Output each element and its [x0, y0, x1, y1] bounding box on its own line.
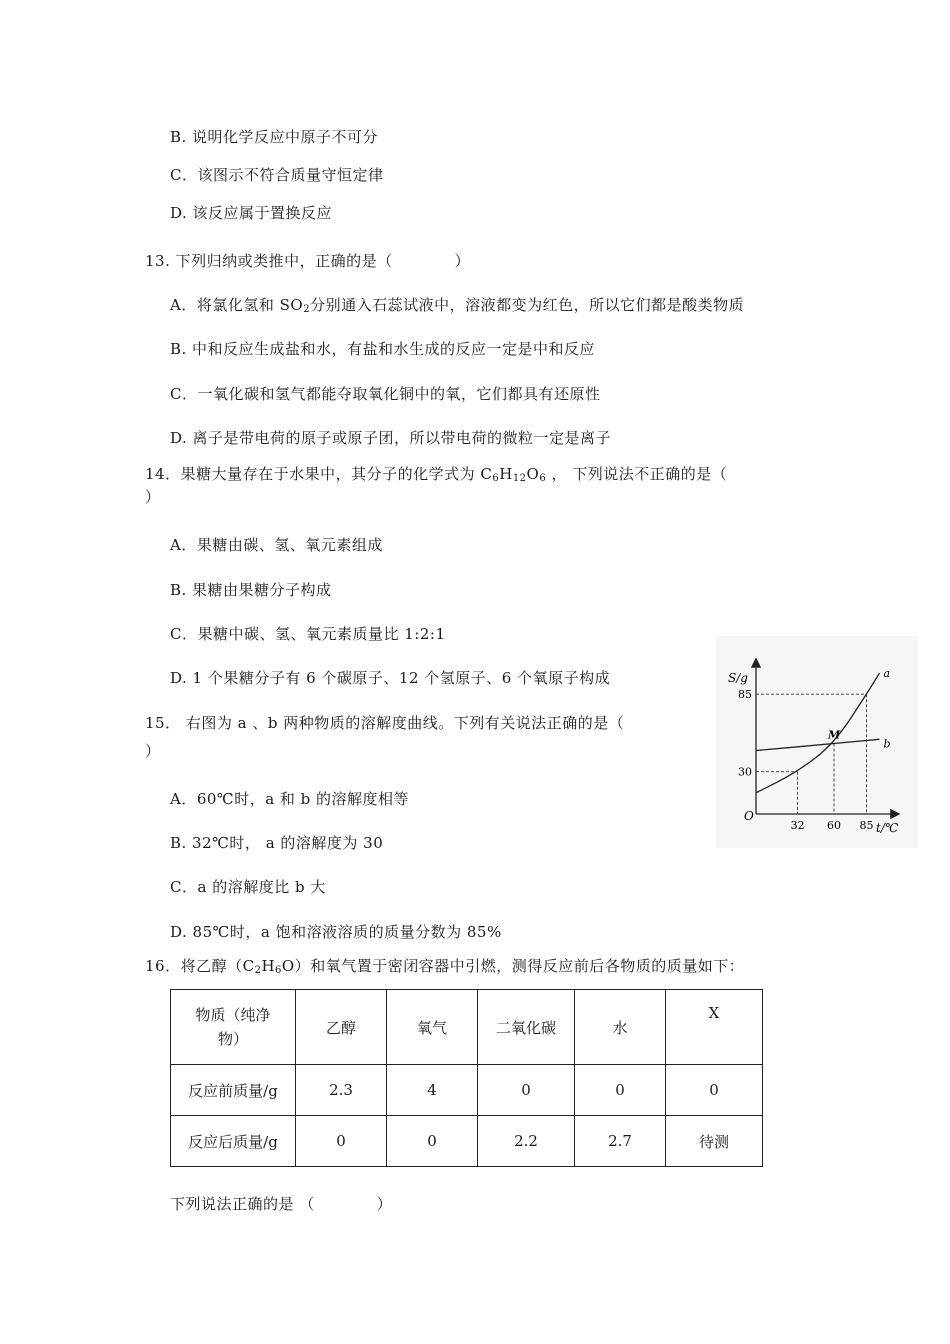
q13-option-a-sub: 2: [303, 304, 311, 315]
q14-stem-pre: 14．果糖大量存在于水果中，其分子的化学式为 C: [145, 465, 493, 483]
q14-stem: [145, 463, 727, 484]
solubility-chart-svg: [716, 636, 918, 848]
q16-sub-h: 6: [275, 965, 282, 976]
q16-follow: 下列说法正确的是 （ ）: [170, 1195, 393, 1213]
q16-sub-c: 2: [254, 965, 262, 976]
q12-option-d: D. 该反应属于置换反应: [170, 204, 333, 222]
q13-option-b: B. 中和反应生成盐和水，有盐和水生成的反应一定是中和反应: [170, 340, 596, 358]
intersection-label: M: [828, 728, 841, 742]
table-row: [171, 1065, 763, 1116]
q13-option-a-pre: A．将氯化氢和 SO: [170, 296, 304, 314]
x-axis-label: t/℃: [876, 821, 899, 835]
y-tick-label: 85: [738, 688, 752, 702]
table-cell: 0: [666, 1065, 763, 1116]
table-cell: 2.7: [575, 1116, 666, 1167]
q14-mid-h: H: [499, 465, 513, 483]
q12-option-b: B. 说明化学反应中原子不可分: [170, 128, 379, 146]
x-tick-label: 60: [827, 819, 841, 832]
q14-option-a: A．果糖由碳、氢、氧元素组成: [170, 536, 383, 554]
origin-label: O: [744, 809, 754, 823]
q14-sub-o: 6: [539, 473, 547, 484]
table-header-cell: 二氧化碳: [478, 990, 575, 1065]
q14-option-c: C．果糖中碳、氢、氧元素质量比 1:2:1: [170, 625, 446, 643]
table-cell: 2.3: [296, 1065, 387, 1116]
series-a-line: [756, 673, 880, 793]
table-header-cell: [171, 990, 296, 1065]
table-cell: 0: [478, 1065, 575, 1116]
q15-option-a: A．60℃时，a 和 b 的溶解度相等: [170, 790, 410, 808]
q14-option-b: B. 果糖由果糖分子构成: [170, 581, 332, 599]
q13-option-a-post: 分别通入石蕊试液中，溶液都变为红色，所以它们都是酸类物质: [310, 296, 745, 314]
table-cell: 2.2: [478, 1116, 575, 1167]
table-cell: 0: [387, 1116, 478, 1167]
series-a-label: a: [883, 667, 891, 681]
x-tick-label: 32: [790, 819, 805, 832]
q14-option-d: D. 1 个果糖分子有 6 个碳原子、12 个氢原子、6 个氧原子构成: [170, 669, 611, 687]
q13-option-c: C．一氧化碳和氢气都能夺取氧化铜中的氧，它们都具有还原性: [170, 385, 601, 403]
table-cell: 0: [575, 1065, 666, 1116]
q14-mid-o: O: [526, 465, 540, 483]
q14-sub-c: 6: [492, 473, 500, 484]
table-cell: 待测: [666, 1116, 763, 1167]
q14-sub-h: 12: [512, 473, 527, 484]
x-tick-label: 85: [859, 819, 874, 832]
table-row: [171, 1116, 763, 1167]
q16-mid-h: H: [261, 957, 276, 975]
table-header-cell: 乙醇: [296, 990, 387, 1065]
q14-stem-line2: ）: [145, 488, 161, 506]
q15-option-b: B. 32℃时， a 的溶解度为 30: [170, 834, 384, 852]
q16-stem: [145, 955, 744, 976]
q15-stem: 15． 右图为 a 、b 两种物质的溶解度曲线。下列有关说法正确的是（: [145, 714, 625, 732]
table-cell: 4: [387, 1065, 478, 1116]
table-cell: 反应前质量/g: [171, 1065, 296, 1116]
series-b-line: [756, 739, 880, 750]
solubility-chart: [716, 636, 918, 848]
table-header-cell: 水: [575, 990, 666, 1065]
q15-stem-line2: ）: [145, 742, 161, 760]
table-header-row: [171, 990, 763, 1065]
q13-option-a: [170, 294, 744, 315]
q13-option-d: D. 离子是带电荷的原子或原子团，所以带电荷的微粒一定是离子: [170, 429, 612, 447]
table-cell: 0: [296, 1116, 387, 1167]
y-tick-label: 30: [738, 765, 752, 779]
q15-option-d: D. 85℃时，a 饱和溶液溶质的质量分数为 85%: [170, 923, 502, 941]
q14-stem-post: ， 下列说法不正确的是（: [546, 465, 728, 483]
q16-stem-pre: 16．将乙醇（C: [145, 957, 255, 975]
table-header-cell: 氧气: [387, 990, 478, 1065]
table-header-substance: 物质（纯净物）: [195, 1006, 271, 1048]
y-axis-label: S/g: [728, 671, 748, 685]
q12-option-c: C．该图示不符合质量守恒定律: [170, 166, 384, 184]
q16-stem-post: O）和氧气置于密闭容器中引燃，测得反应前后各物质的质量如下：: [281, 957, 745, 975]
q13-stem: 13. 下列归纳或类推中，正确的是（ ）: [145, 252, 471, 270]
q15-option-c: C．a 的溶解度比 b 大: [170, 878, 326, 896]
table-header-cell: X: [666, 990, 763, 1065]
mass-table: [170, 989, 763, 1167]
series-b-label: b: [883, 737, 891, 751]
table-cell: 反应后质量/g: [171, 1116, 296, 1167]
